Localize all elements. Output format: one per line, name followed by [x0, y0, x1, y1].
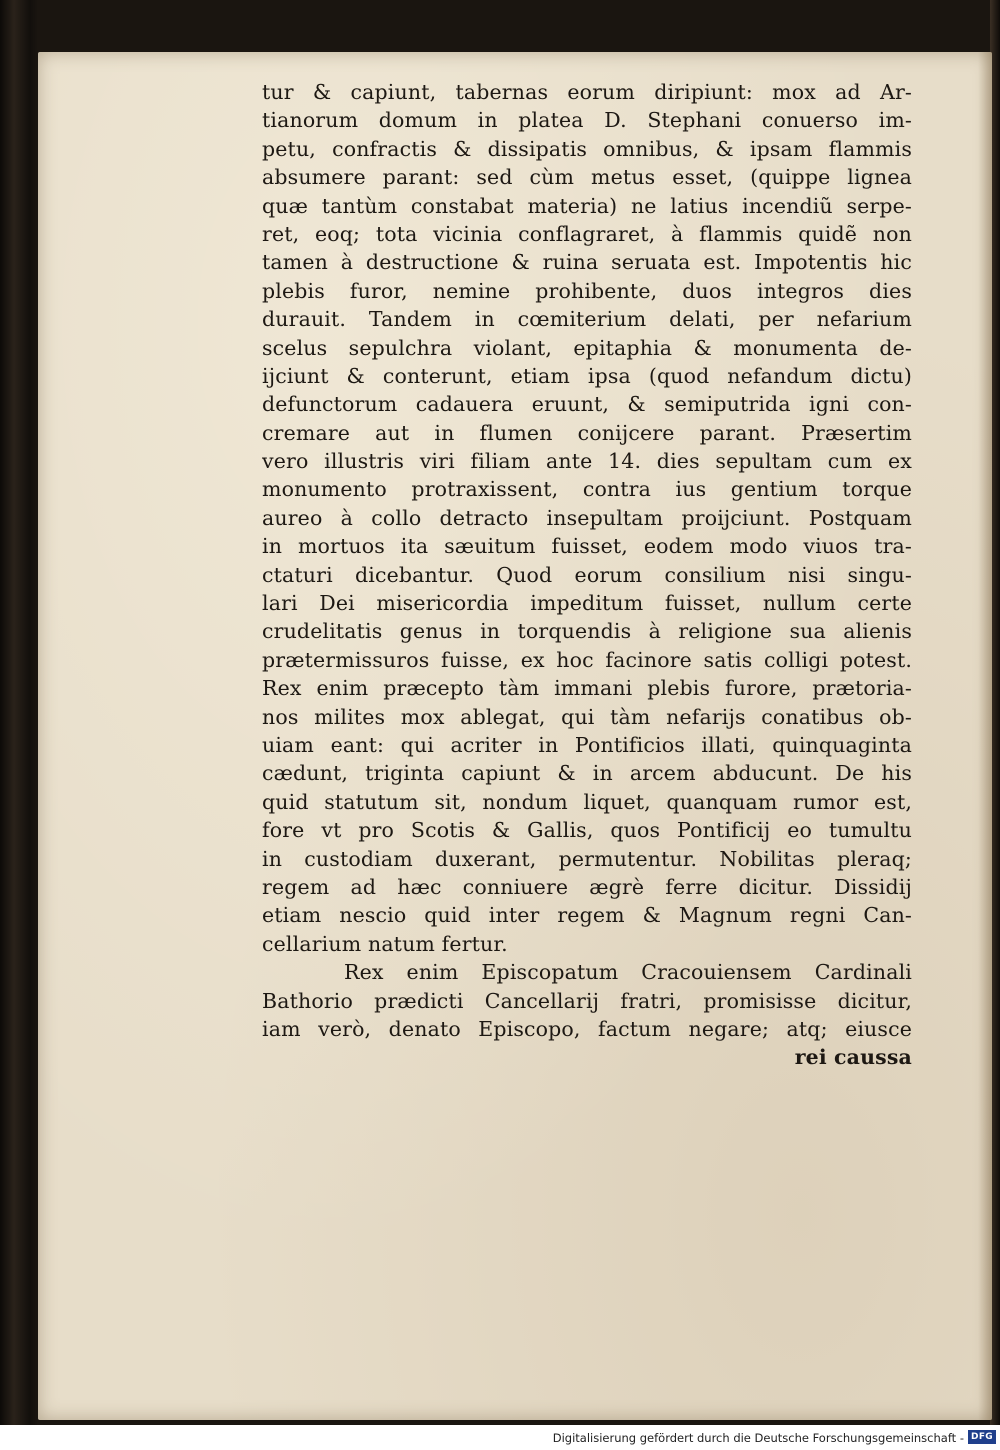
digitization-footer: [0, 1425, 1000, 1450]
text-line: in mortuos ita sæuitum fuisset, eodem modo viuos tra-: [262, 534, 912, 559]
text-line: scelus sepulchra violant, epitaphia & monumenta de-: [262, 335, 912, 360]
page-text: [262, 78, 912, 1072]
text-line: prætermissuros fuisse, ex hoc facinore satis colligi potest.: [262, 647, 912, 672]
text-line: tianorum domum in platea D. Stephani conuerso im-: [262, 108, 912, 133]
text-line: quæ tantùm constabat materia) ne latius incendiũ serpe-: [262, 193, 912, 218]
text-line: vero illustris viri filiam ante 14. dies sepultam cum ex: [262, 449, 912, 474]
page-gutter-shadow: [978, 52, 992, 1420]
text-line: Rex enim præcepto tàm immani plebis furore, prætoria-: [262, 676, 912, 701]
text-line: iam verò, denato Episcopo, factum negare; atq; eiusce: [262, 1016, 912, 1041]
text-line: cremare aut in flumen conijcere parant. Præsertim: [262, 420, 912, 445]
catchword: rei caussa: [794, 1045, 912, 1070]
text-line: lari Dei misericordia impeditum fuisset, nullum certe: [262, 591, 912, 616]
text-line: fore vt pro Scotis & Gallis, quos Pontificij eo tumultu: [262, 818, 912, 843]
text-line: Bathorio prædicti Cancellarij fratri, promisisse dicitur,: [262, 988, 912, 1013]
text-line: ret, eoq; tota vicinia conflagraret, à flammis quidẽ non: [262, 221, 912, 246]
text-line: durauit. Tandem in cœmiterium delati, per nefarium: [262, 307, 912, 332]
text-line: cædunt, triginta capiunt & in arcem abducunt. De his: [262, 761, 912, 786]
text-line: uiam eant: qui acriter in Pontificios illati, quinquaginta: [262, 732, 912, 757]
text-line: cellarium natum fertur.: [262, 931, 508, 956]
text-line: tamen à destructione & ruina seruata est. Impotentis hic: [262, 250, 912, 275]
text-line: Rex enim Episcopatum Cracouiensem Cardinali: [344, 960, 912, 985]
text-line: petu, confractis & dissipatis omnibus, & ipsam flammis: [262, 136, 912, 161]
text-line: ctaturi dicebantur. Quod eorum consilium nisi singu-: [262, 562, 912, 587]
text-line: tur & capiunt, tabernas eorum diripiunt: mox ad Ar-: [262, 80, 912, 104]
dfg-logo-icon: DFG: [968, 1430, 996, 1444]
text-line: absumere parant: sed cùm metus esset, (quippe lignea: [262, 165, 912, 190]
text-line: defunctorum cadauera eruunt, & semiputrida igni con-: [262, 392, 912, 417]
text-line: etiam nescio quid inter regem & Magnum regni Can-: [262, 903, 912, 928]
text-line: in custodiam duxerant, permutentur. Nobilitas pleraq;: [262, 846, 912, 871]
text-line: monumento protraxissent, contra ius gentium torque: [262, 477, 912, 502]
funding-credit: Digitalisierung gefördert durch die Deutsche Forschungsgemeinschaft -: [552, 1431, 964, 1445]
text-line: ijciunt & conterunt, etiam ipsa (quod nefandum dictu): [262, 363, 912, 388]
text-line: regem ad hæc conniuere ægrè ferre dicitur. Dissidij: [262, 874, 912, 899]
text-line: nos milites mox ablegat, qui tàm nefarijs conatibus ob-: [262, 704, 912, 729]
text-line: aureo à collo detracto insepultam proijciunt. Postquam: [262, 505, 912, 530]
text-line: quid statutum sit, nondum liquet, quanquam rumor est,: [262, 789, 912, 814]
text-line: plebis furor, nemine prohibente, duos integros dies: [262, 278, 912, 303]
text-line: crudelitatis genus in torquendis à religione sua alienis: [262, 619, 912, 644]
